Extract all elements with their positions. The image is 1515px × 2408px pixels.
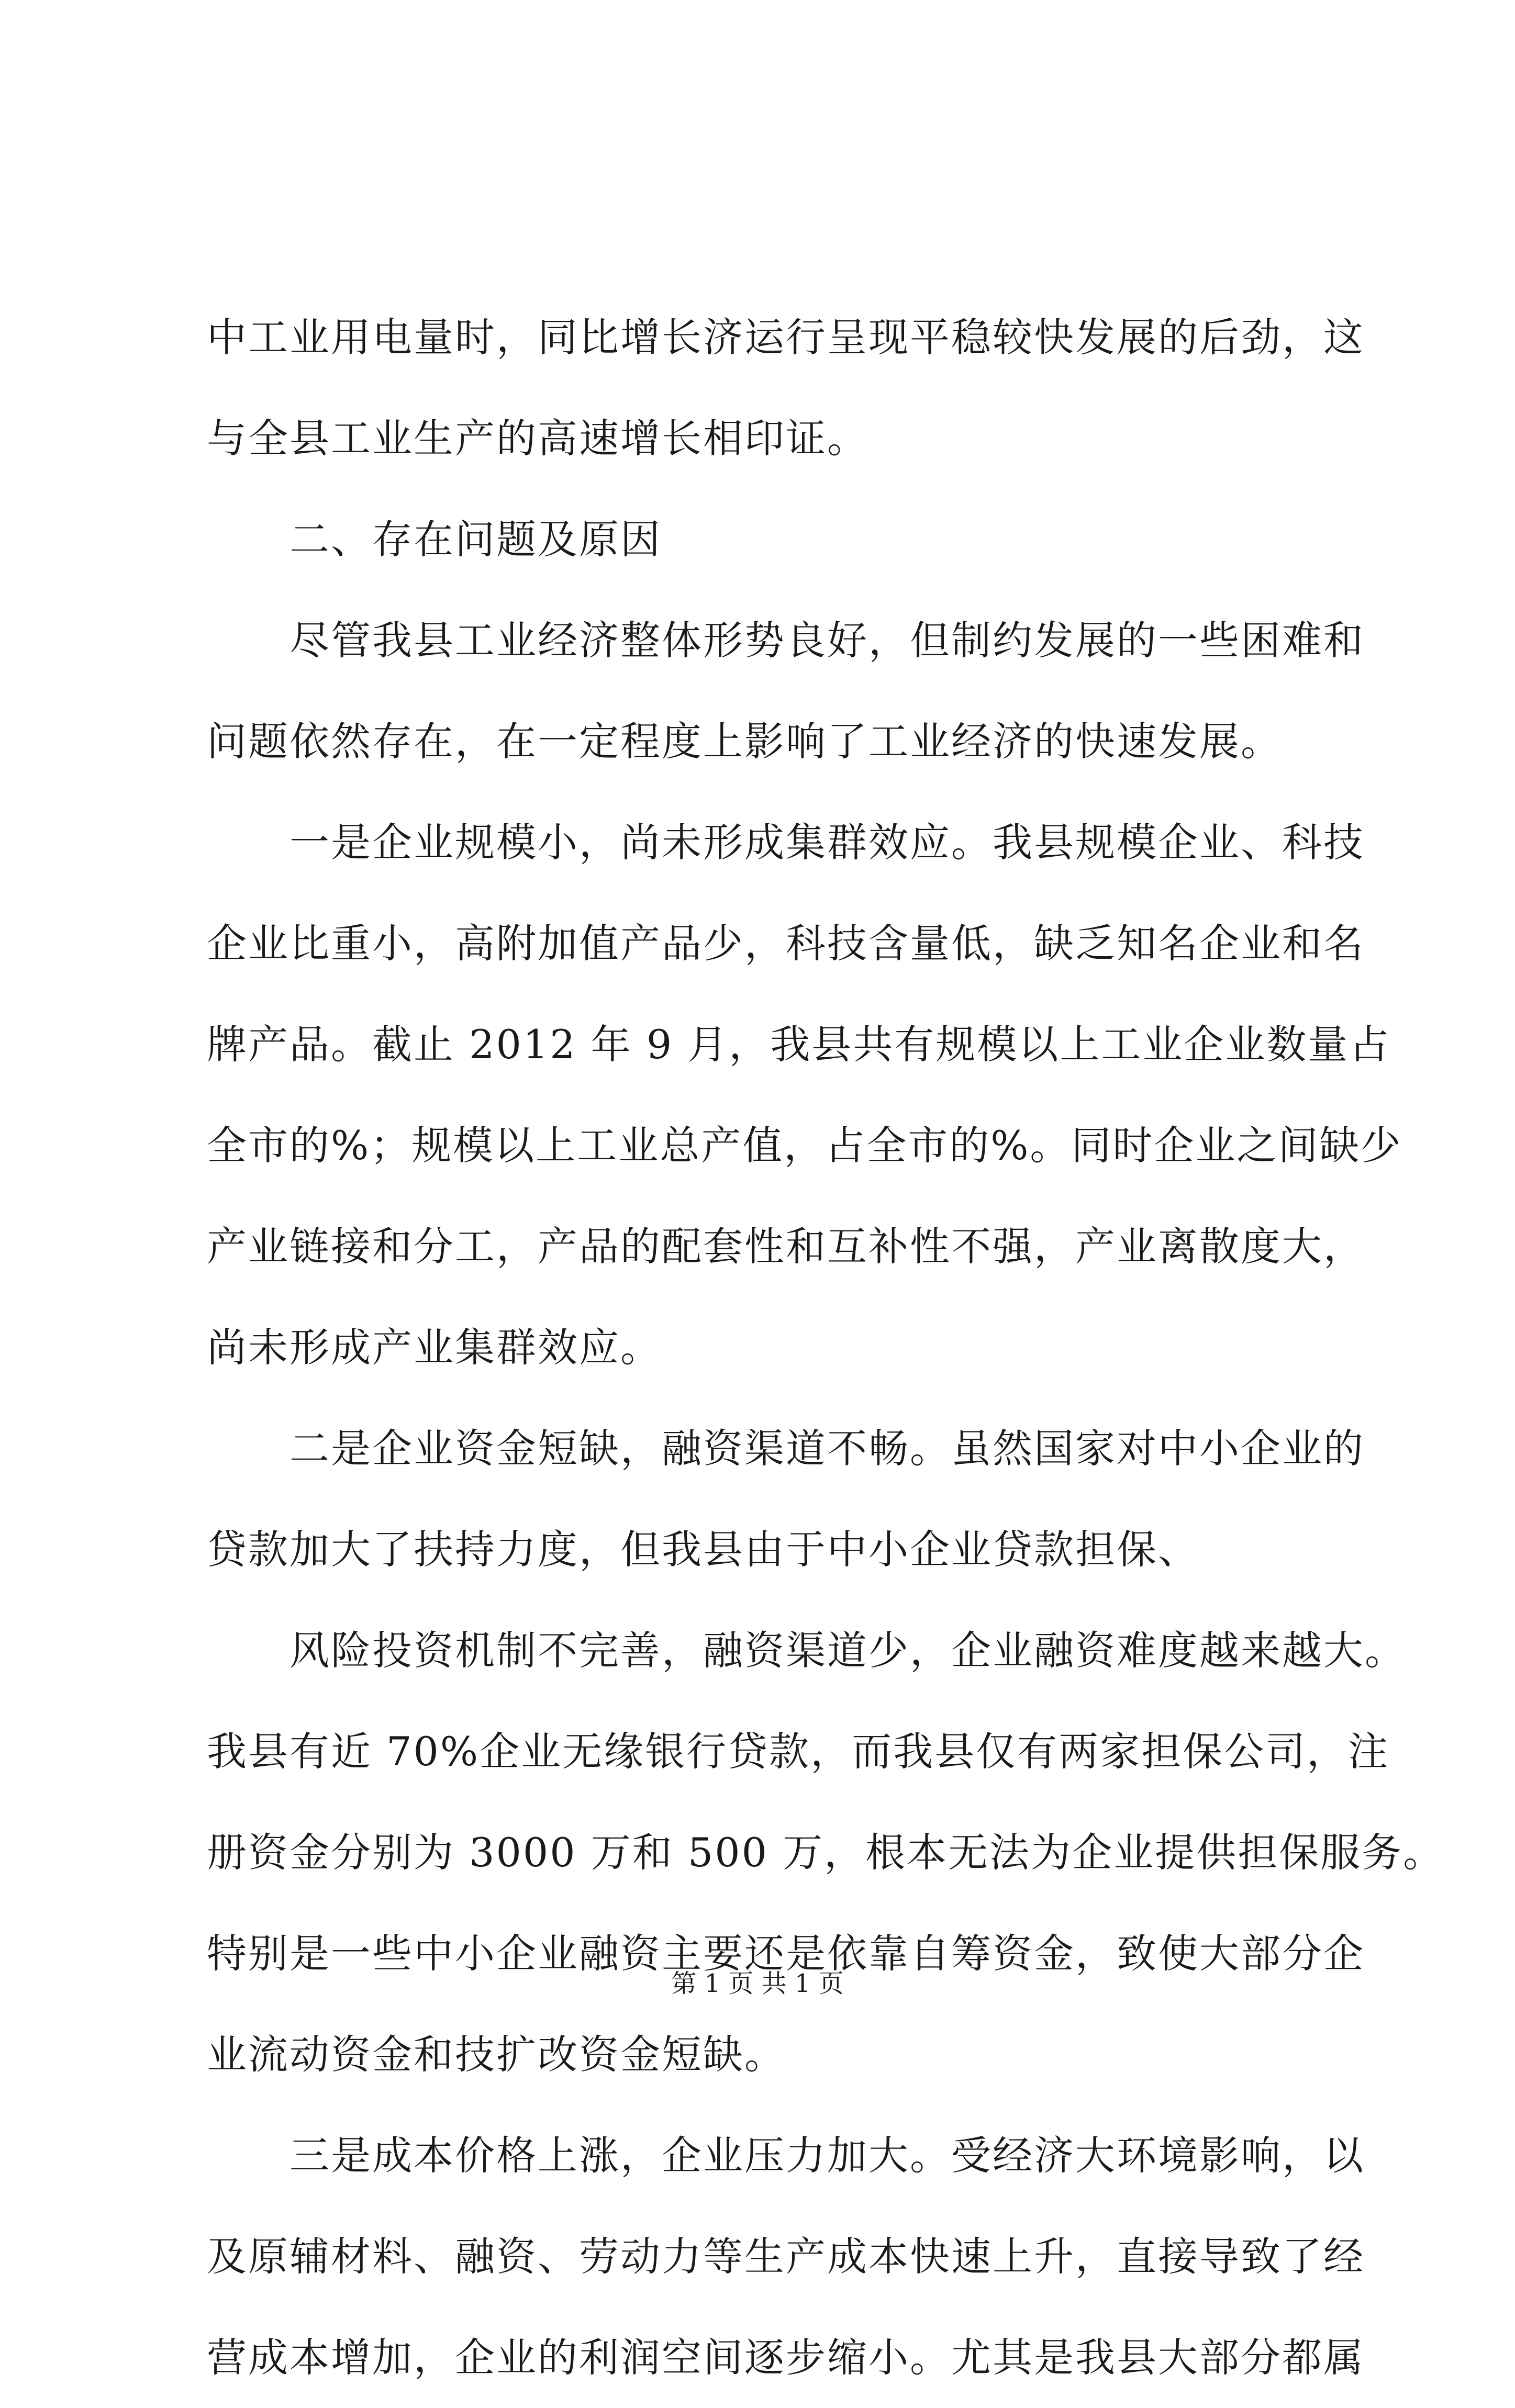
text-line: 三是成本价格上涨，企业压力加大。受经济大环境影响，以: [207, 2132, 1365, 2179]
text-line: 及原辅材料、融资、劳动力等生产成本快速上升，直接导致了经: [207, 2233, 1365, 2280]
text-line: 册资金分别为 3000 万和 500 万，根本无法为企业提供担保服务。: [207, 1829, 1445, 1876]
text-line: 企业比重小，高附加值产品少，科技含量低，缺乏知名企业和名: [207, 920, 1365, 967]
body-text: [207, 287, 1445, 2408]
text-line: 与全县工业生产的高速增长相印证。: [207, 415, 868, 462]
text-line: 我县有近 70%企业无缘银行贷款，而我县仅有两家担保公司，注: [207, 1728, 1390, 1775]
text-line: 尽管我县工业经济整体形势良好，但制约发展的一些困难和: [207, 617, 1365, 664]
text-line: 全市的%；规模以上工业总产值，占全市的%。同时企业之间缺少: [207, 1122, 1402, 1169]
page-footer: 第 1 页 共 1 页: [671, 1969, 844, 1998]
text-line: 特别是一些中小企业融资主要还是依靠自筹资金，致使大部分企: [207, 1930, 1365, 1977]
text-line: 营成本增加，企业的利润空间逐步缩小。尤其是我县大部分都属: [207, 2334, 1365, 2381]
text-line: 牌产品。截止 2012 年 9 月，我县共有规模以上工业企业数量占: [207, 1021, 1391, 1068]
section-heading: 二、存在问题及原因: [207, 516, 662, 563]
text-line: 产业链接和分工，产品的配套性和互补性不强，产业离散度大，: [207, 1223, 1365, 1270]
text-line: 业流动资金和技扩改资金短缺。: [207, 2031, 786, 2078]
text-line: 贷款加大了扶持力度，但我县由于中小企业贷款担保、: [207, 1526, 1199, 1573]
text-line: 尚未形成产业集群效应。: [207, 1324, 662, 1371]
text-line: 中工业用电量时，同比增长济运行呈现平稳较快发展的后劲，这: [207, 314, 1365, 361]
text-line: 风险投资机制不完善，融资渠道少，企业融资难度越来越大。: [207, 1627, 1406, 1674]
text-line: 问题依然存在，在一定程度上影响了工业经济的快速发展。: [207, 718, 1282, 765]
text-line: 一是企业规模小，尚未形成集群效应。我县规模企业、科技: [207, 819, 1365, 866]
text-line: 二是企业资金短缺，融资渠道不畅。虽然国家对中小企业的: [207, 1425, 1365, 1472]
